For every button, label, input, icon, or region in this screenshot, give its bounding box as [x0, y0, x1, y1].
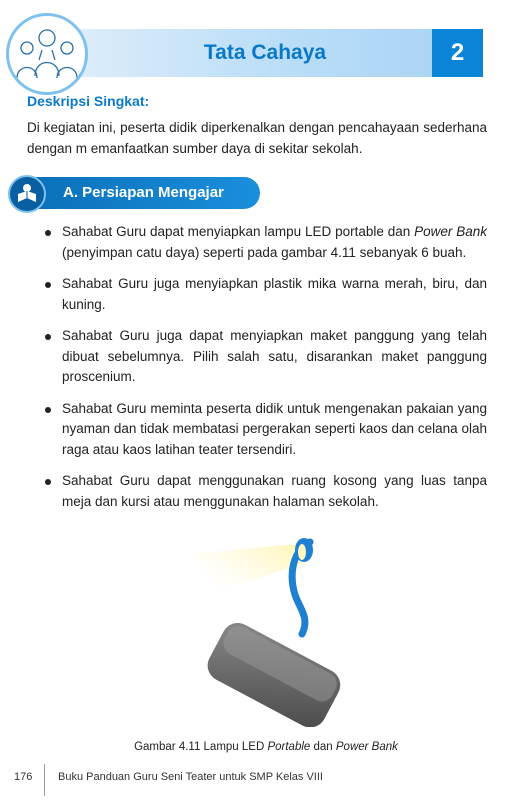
footer-divider — [44, 764, 45, 796]
people-sketch-icon — [9, 16, 85, 92]
list-item-text: Sahabat Guru dapat menyiapkan lampu LED portable dan — [62, 224, 415, 239]
list-item: Sahabat Guru dapat menggunakan ruang kosong yang luas tanpa meja dan kursi atau menggunakan halaman sekolah. — [44, 471, 487, 512]
caption-italic: Portable — [267, 741, 311, 753]
list-item-text: (penyimpan catu daya) seperti pada gambar 4.11 sebanyak 6 buah. — [62, 244, 467, 260]
section-title: A. Persiapan Mengajar — [63, 184, 224, 201]
page-number: 176 — [14, 771, 33, 783]
list-item: Sahabat Guru juga menyiapkan plastik mika warna merah, biru, dan kuning. — [44, 274, 487, 315]
caption-italic: Power Bank — [335, 741, 398, 753]
chapter-title: Tata Cahaya — [203, 41, 327, 64]
description-body: Di kegiatan ini, peserta didik diperkenalkan dengan pencahayaan sederhana dengan m emanfaatkan sumber daya di sekitar sekolah. — [27, 120, 487, 156]
list-item: Sahabat Guru juga dapat menyiapkan maket panggung yang telah dibuat sebelumnya. Pilih salah satu, disarankan maket panggung proscenium. — [44, 326, 487, 388]
list-item-italic: Power Bank — [414, 224, 487, 239]
led-lamp-powerbank-illustration — [170, 532, 370, 727]
figure-caption — [0, 741, 532, 753]
preparation-list — [44, 222, 487, 523]
caption-text: Gambar 4.11 Lampu LED — [134, 741, 268, 753]
caption-text: dan — [310, 741, 336, 753]
list-item: Sahabat Guru meminta peserta didik untuk mengenakan pakaian yang nyaman dan tidak membatasi pergerakan seperti kaos dan celana olah raga atau kaos latihan teater tersendiri. — [44, 399, 487, 461]
book-title: Buku Panduan Guru Seni Teater untuk SMP Kelas VIII — [58, 771, 323, 783]
list-item — [44, 222, 487, 263]
teacher-reading-icon — [8, 175, 46, 213]
chapter-number: 2 — [432, 29, 483, 77]
description-heading: Deskripsi Singkat: — [27, 93, 150, 109]
chapter-illustration — [6, 13, 88, 95]
